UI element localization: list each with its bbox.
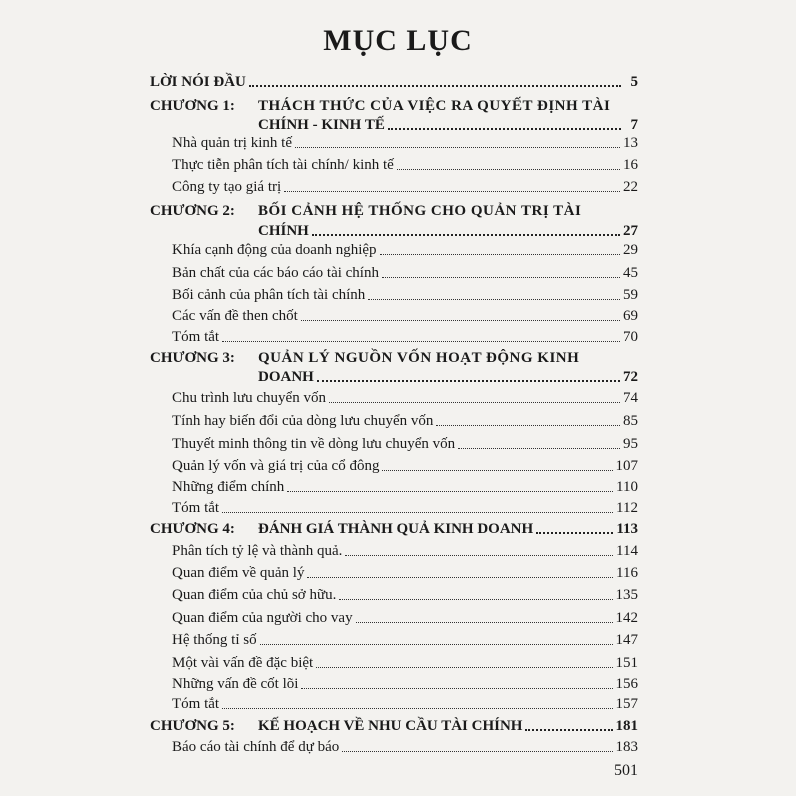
entry-label: Tóm tắt	[172, 500, 220, 516]
entry-label: Khía cạnh động của doanh nghiệp	[172, 242, 377, 258]
entry-label: Quan điểm của người cho vay	[172, 610, 353, 626]
chapter-page: 7	[630, 117, 638, 133]
entry-label: Thực tiễn phân tích tài chính/ kinh tế	[172, 157, 394, 173]
leader-dots	[295, 147, 620, 148]
toc-entry	[172, 672, 638, 694]
toc-entry	[172, 583, 638, 605]
toc-entry	[172, 496, 638, 518]
entry-label: Công ty tạo giá trị	[172, 179, 282, 195]
entry-page: 147	[615, 632, 638, 648]
leader-dots	[380, 254, 620, 255]
leader-dots	[436, 425, 620, 426]
entry-label: Nhà quản trị kinh tế	[172, 135, 292, 151]
toc-entry	[172, 153, 638, 175]
toc-entry	[172, 475, 638, 497]
chapter-page: 27	[623, 223, 638, 239]
entry-page: 59	[623, 287, 638, 303]
leader-dots	[458, 448, 620, 449]
toc-entry	[172, 432, 638, 454]
leader-dots	[342, 751, 612, 752]
chapter-number: CHƯƠNG 3:	[150, 350, 235, 366]
toc-entry	[172, 651, 638, 673]
chapter-page: 181	[615, 718, 638, 734]
entry-label: Những điểm chính	[172, 479, 285, 495]
toc-entry	[172, 454, 638, 476]
chapter-number: CHƯƠNG 5:	[150, 718, 235, 734]
entry-page: 112	[616, 500, 638, 516]
entry-label: Tóm tắt	[172, 696, 220, 712]
entry-page: 69	[623, 308, 638, 324]
leader-dots	[287, 491, 613, 492]
toc-entry	[172, 261, 638, 283]
entry-label: Phân tích tỷ lệ và thành quả.	[172, 543, 343, 559]
chapter-page: 72	[623, 369, 638, 385]
leader-dots	[397, 169, 620, 170]
entry-label: Một vài vấn đề đặc biệt	[172, 655, 314, 671]
entry-page: 70	[623, 329, 638, 345]
leader-dots	[301, 688, 612, 689]
entry-page: 85	[623, 413, 638, 429]
chapter-2-heading	[150, 199, 638, 221]
leader-dots	[222, 512, 613, 513]
entry-label: Bản chất của các báo cáo tài chính	[172, 265, 379, 281]
leader-dots	[525, 729, 612, 731]
entry-page: 142	[615, 610, 638, 626]
leader-dots	[316, 667, 612, 668]
toc-entry	[172, 283, 638, 305]
entry-label: Thuyết minh thông tin về dòng lưu chuyển vốn	[172, 436, 456, 452]
chapter-title-line1: THÁCH THỨC CỦA VIỆC RA QUYẾT ĐỊNH TÀI	[258, 98, 611, 114]
leader-dots	[222, 341, 620, 342]
chapter-number: CHƯƠNG 2:	[150, 203, 235, 219]
leader-dots	[307, 577, 613, 578]
leader-dots	[301, 320, 620, 321]
leader-dots	[356, 622, 613, 623]
chapter-title: ĐÁNH GIÁ THÀNH QUẢ KINH DOANH	[258, 521, 534, 537]
chapter-title-line1: BỐI CẢNH HỆ THỐNG CHO QUẢN TRỊ TÀI	[258, 203, 582, 219]
toc-entry	[172, 386, 638, 408]
toc-entry	[172, 325, 638, 347]
toc-preface	[150, 70, 638, 92]
leader-dots	[317, 380, 620, 382]
entry-label: Hệ thống tỉ số	[172, 632, 257, 648]
entry-label: Chu trình lưu chuyển vốn	[172, 390, 326, 406]
leader-dots	[388, 128, 621, 130]
toc-entry	[172, 692, 638, 714]
entry-page: 183	[615, 739, 638, 755]
chapter-number: CHƯƠNG 1:	[150, 98, 235, 114]
toc-entry	[172, 561, 638, 583]
entry-page: 74	[623, 390, 638, 406]
leader-dots	[249, 85, 621, 87]
entry-page: 95	[623, 436, 638, 452]
entry-page: 156	[615, 676, 638, 692]
chapter-4-heading	[150, 517, 638, 539]
entry-label: Những vấn đề cốt lõi	[172, 676, 299, 692]
leader-dots	[382, 470, 612, 471]
entry-page: 13	[623, 135, 638, 151]
chapter-5-heading	[150, 714, 638, 736]
leader-dots	[382, 277, 620, 278]
toc-entry	[172, 304, 638, 326]
toc-entry	[172, 606, 638, 628]
toc-entry	[172, 409, 638, 431]
chapter-page: 113	[616, 521, 638, 537]
entry-page: 157	[615, 696, 638, 712]
entry-page: 45	[623, 265, 638, 281]
leader-dots	[260, 644, 613, 645]
chapter-title: KẾ HOẠCH VỀ NHU CẦU TÀI CHÍNH	[258, 718, 523, 734]
leader-dots	[329, 402, 620, 403]
entry-label: Quan điểm của chủ sở hữu.	[172, 587, 337, 603]
chapter-3-title-cont	[258, 365, 638, 387]
leader-dots	[368, 299, 620, 300]
page-title: MỤC LỤC	[323, 24, 473, 57]
toc-entry	[172, 539, 638, 561]
entry-label: Quan điểm về quản lý	[172, 565, 305, 581]
entry-page: 29	[623, 242, 638, 258]
leader-dots	[284, 191, 620, 192]
entry-label: Báo cáo tài chính để dự báo	[172, 739, 340, 755]
leader-dots	[536, 532, 613, 534]
toc-entry	[172, 735, 638, 757]
entry-page: 114	[616, 543, 638, 559]
toc-entry	[172, 628, 638, 650]
entry-label: Các vấn đề then chốt	[172, 308, 298, 324]
leader-dots	[222, 708, 612, 709]
leader-dots	[339, 599, 612, 600]
chapter-title-line1: QUẢN LÝ NGUỒN VỐN HOẠT ĐỘNG KINH	[258, 350, 580, 366]
chapter-title-line2: CHÍNH - KINH TẾ	[258, 117, 385, 133]
entry-label: Tính hay biến đổi của dòng lưu chuyển vốn	[172, 413, 434, 429]
chapter-title-line2: CHÍNH	[258, 223, 309, 239]
entry-label: Bối cảnh của phân tích tài chính	[172, 287, 366, 303]
entry-label: Quản lý vốn và giá trị của cổ đông	[172, 458, 380, 474]
chapter-title-line2: DOANH	[258, 369, 314, 385]
entry-page: 22	[623, 179, 638, 195]
entry-page: 116	[616, 565, 638, 581]
leader-dots	[312, 234, 620, 236]
entry-label: Tóm tắt	[172, 329, 220, 345]
entry-page: 151	[615, 655, 638, 671]
leader-dots	[345, 555, 613, 556]
preface-label: LỜI NÓI ĐẦU	[150, 74, 246, 90]
toc-entry	[172, 131, 638, 153]
entry-page: 107	[615, 458, 638, 474]
preface-page: 5	[630, 74, 638, 90]
toc-entry	[172, 238, 638, 260]
entry-page: 16	[623, 157, 638, 173]
chapter-number: CHƯƠNG 4:	[150, 521, 235, 537]
toc-entry	[172, 175, 638, 197]
entry-page: 110	[616, 479, 638, 495]
entry-page: 135	[615, 587, 638, 603]
page-number: 501	[614, 762, 638, 779]
